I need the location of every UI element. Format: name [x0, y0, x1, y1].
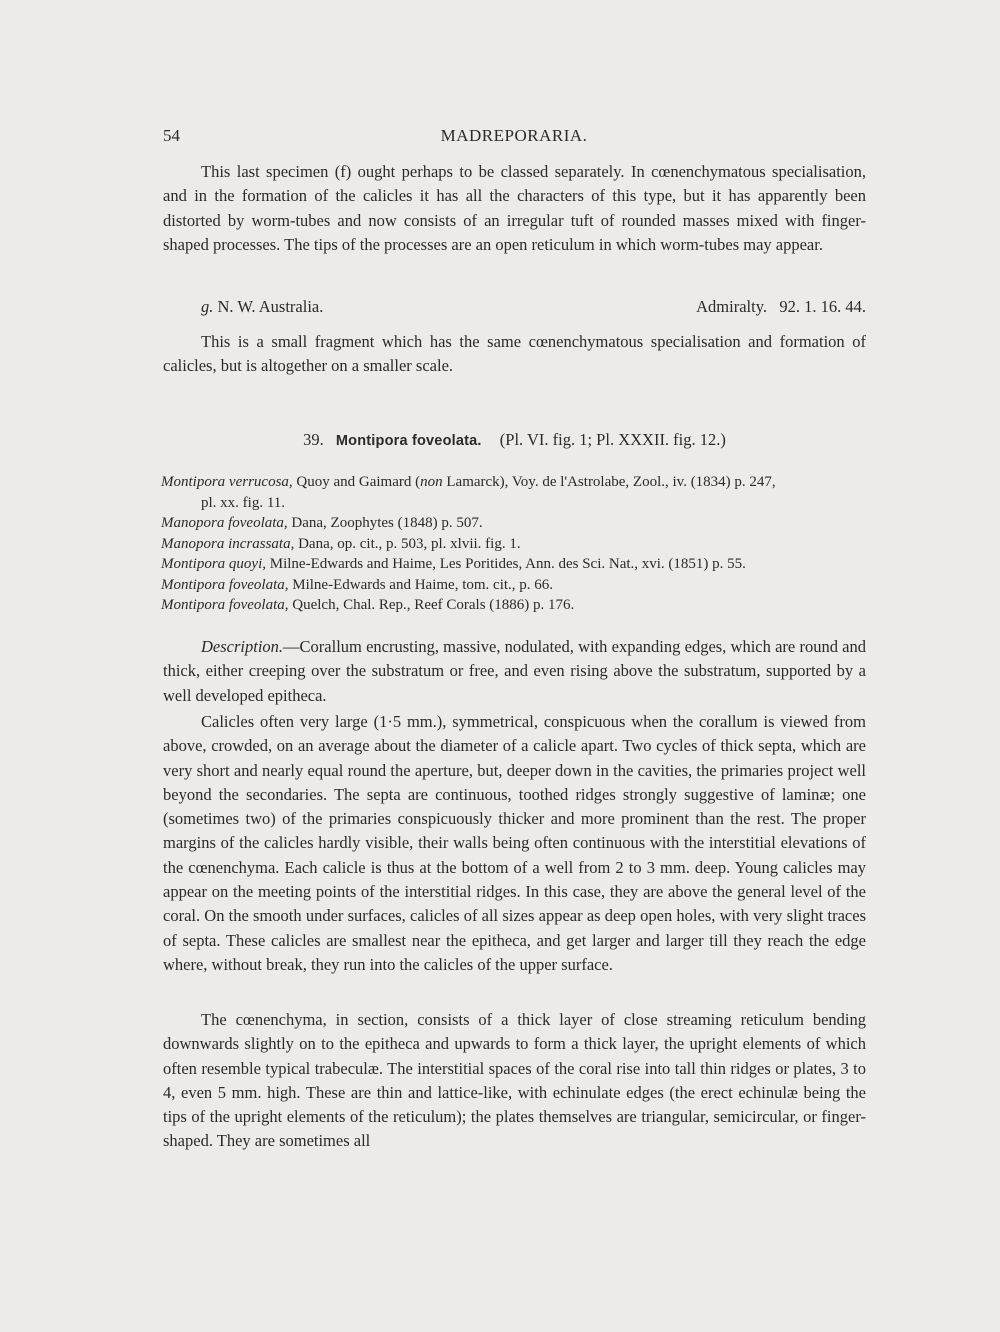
page-number: 54: [163, 126, 180, 145]
specimen-g-register: Admiralty. 92. 1. 16. 44.: [696, 297, 866, 316]
synonymy-list: [161, 472, 866, 616]
description-paragraph-3: The cœnenchyma, in section, consists of a thick layer of close streaming reticulum bending downwards slightly on to the epitheca and upwards to form a thick layer, the upright elements of which often resemble typical trabeculæ. The interstitial spaces of the coral rise into tall thin ridges or plates, 3 to 4, even 5 mm. high. These are thin and lattice-like, with echinulate edges (the erect echinulæ being the tips of the upright elements of the reticulum); the plates themselves are triangular, semicircular, or finger-shaped. They are sometimes all: [163, 1010, 866, 1151]
description-paragraph-2: Calicles often very large (1·5 mm.), symmetrical, conspicuous when the corallum is viewed from above, crowded, on an average about the diameter of a calicle apart. Two cycles of thick septa, which are very short and nearly equal round the aperture, but, deeper down in the cavities, the primaries project well beyond the secondaries. The septa are continuous, toothed ridges strongly suggestive of laminæ; one (sometimes two) of the primaries conspicuously thicker and more prominent than the rest. The proper margins of the calicles hardly visible, their walls being often continuous with the interstitial elevations of the cœnenchyma. Each calicle is thus at the bottom of a well from 2 to 3 mm. deep. Young calicles may appear on the meeting points of the interstitial ridges. In this case, they are above the general level of the coral. On the smooth under surfaces, calicles of all sizes appear as deep open holes, with very slight traces of septa. These calicles are smallest near the epitheca, and get larger and larger till they reach the edge where, without break, they run into the calicles of the upper surface.: [163, 712, 866, 974]
species-plates: (Pl. VI. fig. 1; Pl. XXXII. fig. 12.): [499, 430, 726, 449]
species-heading: [163, 430, 866, 450]
specimen-g-locality: g. N. W. Australia.: [201, 297, 324, 316]
description-paragraph-1: Description.—Corallum encrusting, massive, nodulated, with expanding edges, which are round and thick, either creeping over the substratum or free, and even rising above the substratum, supported by a well developed epitheca.: [163, 637, 866, 705]
synonymy-entry: Montipora verrucosa, Quoy and Gaimard (non Lamarck), Voy. de l'Astrolabe, Zool., iv. (1834) p. 247, pl. xx. fig. 11.: [161, 474, 776, 511]
running-title: MADREPORARIA.: [440, 126, 588, 145]
species-name: Montipora foveolata.: [335, 433, 482, 449]
synonymy-entry: Montipora foveolata, Milne-Edwards and Haime, tom. cit., p. 66.: [161, 576, 554, 593]
species-number: 39.: [303, 430, 324, 449]
synonymy-entry: Montipora quoyi, Milne-Edwards and Haime, Les Poritides, Ann. des Sci. Nat., xvi. (1851) p. 55.: [161, 556, 746, 572]
synonymy-entry: Manopora incrassata, Dana, op. cit., p. 503, pl. xlvii. fig. 1.: [161, 535, 521, 552]
description-label: Description.: [201, 637, 284, 656]
intro-paragraph: This last specimen (f) ought perhaps to be classed separately. In cœnenchymatous specialisation, and in the formation of the calicles it has all the characters of this type, but it has apparently been distorted by worm-tubes and now consists of an irregular tuft of rounded masses mixed with finger-shaped processes. The tips of the processes are an open reticulum in which worm-tubes may appear.: [163, 162, 866, 254]
synonymy-entry: Montipora foveolata, Quelch, Chal. Rep., Reef Corals (1886) p. 176.: [161, 597, 575, 613]
synonymy-entry: Manopora foveolata, Dana, Zoophytes (1848) p. 507.: [161, 515, 483, 531]
page-header: [163, 126, 865, 150]
specimen-g-text: This is a small fragment which has the same cœnenchymatous specialisation and formation of calicles, but is altogether on a smaller scale.: [163, 332, 866, 376]
specimen-g-locality-line: [201, 297, 866, 321]
